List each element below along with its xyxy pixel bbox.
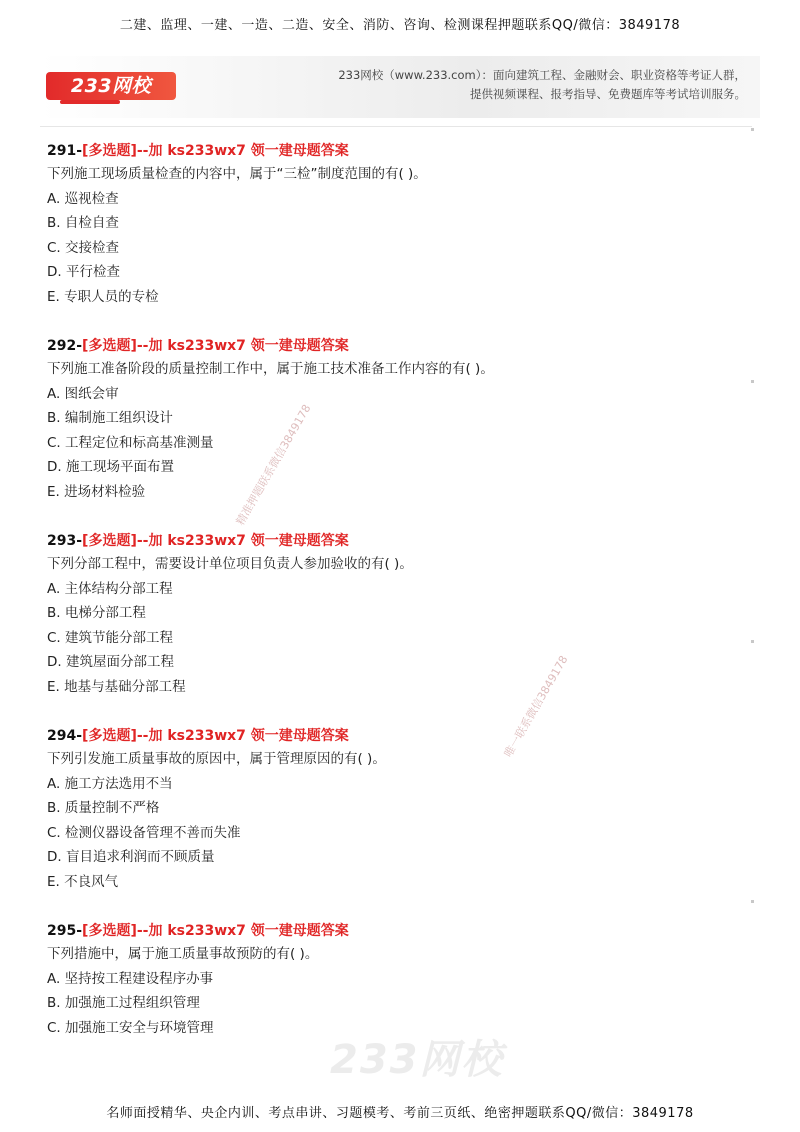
question-stem: 下列分部工程中，需要设计单位项目负责人参加验收的有( )。 <box>47 556 413 572</box>
question-number: 291- <box>47 143 83 159</box>
edge-mark <box>751 900 754 903</box>
option-e: E. 进场材料检验 <box>47 483 146 500</box>
question-type-tag: [多选题]--加 ks233wx7 领一建母题答案 <box>82 923 349 939</box>
question-number: 292- <box>47 338 83 354</box>
option-a: A. 施工方法选用不当 <box>47 775 173 792</box>
edge-mark <box>751 640 754 643</box>
question-type-tag: [多选题]--加 ks233wx7 领一建母题答案 <box>82 533 349 549</box>
option-e: E. 专职人员的专检 <box>47 288 159 305</box>
option-a: A. 图纸会审 <box>47 385 119 402</box>
option-d: D. 施工现场平面布置 <box>47 459 174 475</box>
option-b: B. 质量控制不严格 <box>47 800 160 816</box>
watermark-2: 唯一联系微信3849178 <box>501 653 571 760</box>
question-stem: 下列施工现场质量检查的内容中，属于“三检”制度范围的有( )。 <box>47 166 427 182</box>
header-divider <box>40 126 752 127</box>
question-stem: 下列措施中，属于施工质量事故预防的有( )。 <box>47 946 319 962</box>
brand-logo: 233网校 <box>46 72 176 100</box>
option-c: C. 加强施工安全与环境管理 <box>47 1019 214 1036</box>
question-stem: 下列引发施工质量事故的原因中，属于管理原因的有( )。 <box>47 751 386 767</box>
footer-banner: 名师面授精华、央企内训、考点串讲、习题模考、考前三页纸、绝密押题联系QQ/微信：3849178 <box>106 1106 694 1121</box>
question-295 <box>47 920 747 1040</box>
option-a: A. 主体结构分部工程 <box>47 580 173 597</box>
question-291 <box>47 140 747 309</box>
option-a: A. 坚持按工程建设程序办事 <box>47 970 214 987</box>
question-number: 295- <box>47 923 83 939</box>
question-heading <box>47 725 747 747</box>
watermark-1: 精准押题联系微信3849178 <box>233 402 314 528</box>
question-heading <box>47 140 747 162</box>
option-e: E. 地基与基础分部工程 <box>47 678 186 695</box>
option-d: D. 建筑屋面分部工程 <box>47 654 174 670</box>
edge-mark <box>751 380 754 383</box>
option-b: B. 编制施工组织设计 <box>47 410 173 426</box>
question-293 <box>47 530 747 699</box>
question-292 <box>47 335 747 504</box>
question-number: 293- <box>47 533 83 549</box>
question-type-tag: [多选题]--加 ks233wx7 领一建母题答案 <box>82 338 349 354</box>
question-type-tag: [多选题]--加 ks233wx7 领一建母题答案 <box>82 143 349 159</box>
edge-mark <box>751 128 754 131</box>
option-d: D. 平行检查 <box>47 264 120 280</box>
header-desc-line-1: 233网校（www.233.com）：面向建筑工程、金融财会、职业资格等考证人群， <box>338 68 746 82</box>
bottom-watermark-logo: 233网校 <box>330 1037 504 1083</box>
header-description <box>306 66 746 104</box>
question-heading <box>47 335 747 357</box>
option-c: C. 检测仪器设备管理不善而失准 <box>47 824 241 841</box>
option-c: C. 工程定位和标高基准测量 <box>47 434 214 451</box>
question-heading <box>47 530 747 552</box>
question-294 <box>47 725 747 894</box>
question-number: 294- <box>47 728 83 744</box>
option-d: D. 盲目追求利润而不顾质量 <box>47 849 215 865</box>
option-b: B. 自检自查 <box>47 215 119 231</box>
option-b: B. 加强施工过程组织管理 <box>47 995 200 1011</box>
question-type-tag: [多选题]--加 ks233wx7 领一建母题答案 <box>82 728 349 744</box>
header-desc-line-2: 提供视频课程、报考指导、免费题库等考试培训服务。 <box>470 87 746 101</box>
option-c: C. 交接检查 <box>47 239 120 256</box>
question-heading <box>47 920 747 942</box>
option-e: E. 不良风气 <box>47 873 119 890</box>
option-a: A. 巡视检查 <box>47 190 119 207</box>
option-b: B. 电梯分部工程 <box>47 605 146 621</box>
logo-underline <box>60 100 120 104</box>
top-banner: 二建、监理、一建、一造、二造、安全、消防、咨询、检测课程押题联系QQ/微信：3849178 <box>119 18 681 33</box>
option-c: C. 建筑节能分部工程 <box>47 629 174 646</box>
question-list <box>47 140 747 1066</box>
question-stem: 下列施工准备阶段的质量控制工作中，属于施工技术准备工作内容的有( )。 <box>47 361 494 377</box>
